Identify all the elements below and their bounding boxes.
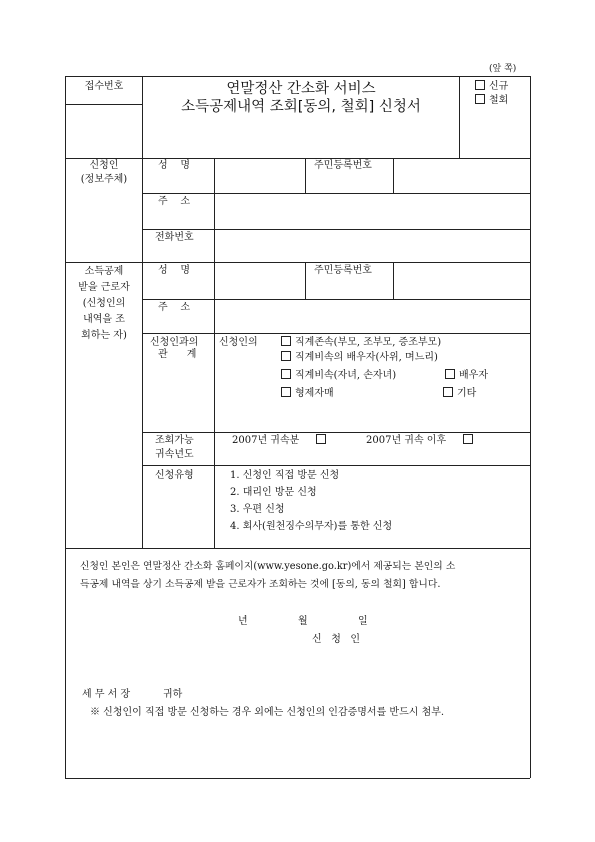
relation-option-other[interactable] bbox=[443, 387, 476, 401]
relation-spouse-label: 배우자 bbox=[459, 370, 488, 381]
relation-sibling-label: 형제자매 bbox=[295, 388, 334, 399]
type-label: 신청유형 bbox=[155, 470, 194, 481]
form-title-line2: 소득공제내역 조회[동의, 철회] 신청서 bbox=[181, 99, 421, 115]
applicant-name-field[interactable] bbox=[216, 160, 303, 191]
worker-section-label: 소득공제 받을 근로자 (신청인의 내역을 조 회하는 자) bbox=[78, 266, 130, 341]
year-option-after-2007[interactable] bbox=[366, 434, 477, 448]
page-side-label: (앞 쪽) bbox=[489, 64, 517, 74]
statement-line1: 신청인 본인은 연말정산 간소화 홈페이지(www.yesone.go.kr)에서 제공되는 본인의 소 bbox=[80, 561, 456, 572]
relation-option-sibling[interactable] bbox=[281, 387, 334, 401]
statement-line2: 득공제 내역을 상기 소득공제 받을 근로자가 조회하는 것에 [동의, 동의 철회] 합니다. bbox=[80, 579, 441, 590]
type-item-visit: 1. 신청인 직접 방문 신청 bbox=[230, 470, 340, 481]
date-year-label: 년 bbox=[238, 616, 248, 627]
worker-id-field[interactable] bbox=[395, 264, 528, 297]
relation-option-spouse[interactable] bbox=[445, 369, 488, 383]
applicant-id-label: 주민등록번호 bbox=[314, 160, 372, 171]
option-new[interactable] bbox=[475, 80, 508, 94]
relation-option-descendant-spouse[interactable] bbox=[281, 351, 438, 365]
date-month-label: 월 bbox=[298, 616, 308, 627]
year-after-2007-checkbox[interactable] bbox=[463, 434, 473, 444]
relation-descendant-label: 직계비속(자녀, 손자녀) bbox=[295, 370, 397, 381]
applicant-phone-label: 전화번호 bbox=[155, 232, 194, 243]
relation-spouse-checkbox[interactable] bbox=[445, 369, 455, 379]
worker-name-field[interactable] bbox=[216, 264, 303, 297]
worker-address-field[interactable] bbox=[216, 301, 528, 331]
worker-address-label: 주 소 bbox=[158, 302, 191, 313]
withdraw-checkbox[interactable] bbox=[475, 94, 485, 104]
relation-label-2: 관 계 bbox=[158, 349, 197, 360]
form-title-line1: 연말정산 간소화 서비스 bbox=[226, 81, 376, 97]
relation-option-ascendant[interactable] bbox=[281, 336, 441, 350]
option-withdraw[interactable] bbox=[475, 94, 508, 108]
type-item-company: 4. 회사(원천징수의무자)를 통한 신청 bbox=[230, 521, 393, 532]
worker-id-label: 주민등록번호 bbox=[314, 265, 372, 276]
relation-ascendant-label: 직계존속(부모, 조부모, 증조부모) bbox=[295, 337, 442, 348]
relation-other-checkbox[interactable] bbox=[443, 387, 453, 397]
relation-ascendant-checkbox[interactable] bbox=[281, 336, 291, 346]
year-after-2007-label: 2007년 귀속 이후 bbox=[366, 435, 447, 446]
footnote: ※ 신청인이 직접 방문 신청하는 경우 외에는 신청인의 인감증명서를 반드시 첨부. bbox=[90, 707, 445, 718]
date-day-label: 일 bbox=[358, 616, 368, 627]
years-label-2: 귀속년도 bbox=[155, 449, 194, 460]
year-2007-checkbox[interactable] bbox=[316, 434, 326, 444]
applicant-address-label: 주 소 bbox=[158, 196, 191, 207]
applicant-section-label: 신청인 (정보주체) bbox=[80, 160, 128, 185]
relation-option-descendant[interactable] bbox=[281, 369, 396, 383]
worker-name-label: 성 명 bbox=[158, 265, 191, 276]
relation-label-1: 신청인과의 bbox=[150, 337, 199, 348]
years-label-1: 조회가능 bbox=[155, 435, 194, 446]
option-withdraw-label: 철회 bbox=[489, 95, 509, 106]
relation-prefix: 신청인의 bbox=[219, 337, 258, 348]
recipient-label: 세 무 서 장 bbox=[82, 689, 131, 700]
year-2007-label: 2007년 귀속분 bbox=[232, 435, 300, 446]
year-option-2007[interactable] bbox=[232, 434, 330, 448]
receipt-number-label: 접수번호 bbox=[84, 81, 124, 92]
relation-descendant-checkbox[interactable] bbox=[281, 369, 291, 379]
type-item-mail: 3. 우편 신청 bbox=[230, 504, 285, 515]
relation-other-label: 기타 bbox=[457, 388, 477, 399]
relation-sibling-checkbox[interactable] bbox=[281, 387, 291, 397]
applicant-name-label: 성 명 bbox=[158, 160, 191, 171]
new-checkbox[interactable] bbox=[475, 80, 485, 90]
recipient-honorific: 귀하 bbox=[163, 689, 183, 700]
relation-descendant-spouse-checkbox[interactable] bbox=[281, 351, 291, 361]
applicant-phone-field[interactable] bbox=[216, 231, 528, 260]
signature-field[interactable] bbox=[385, 630, 465, 646]
type-item-proxy: 2. 대리인 방문 신청 bbox=[230, 487, 317, 498]
relation-descendant-spouse-label: 직계비속의 배우자(사위, 며느리) bbox=[295, 352, 438, 363]
signer-label: 신 청 인 bbox=[312, 634, 361, 645]
applicant-address-field[interactable] bbox=[216, 195, 528, 227]
applicant-id-field[interactable] bbox=[395, 160, 528, 191]
option-new-label: 신규 bbox=[489, 81, 509, 92]
